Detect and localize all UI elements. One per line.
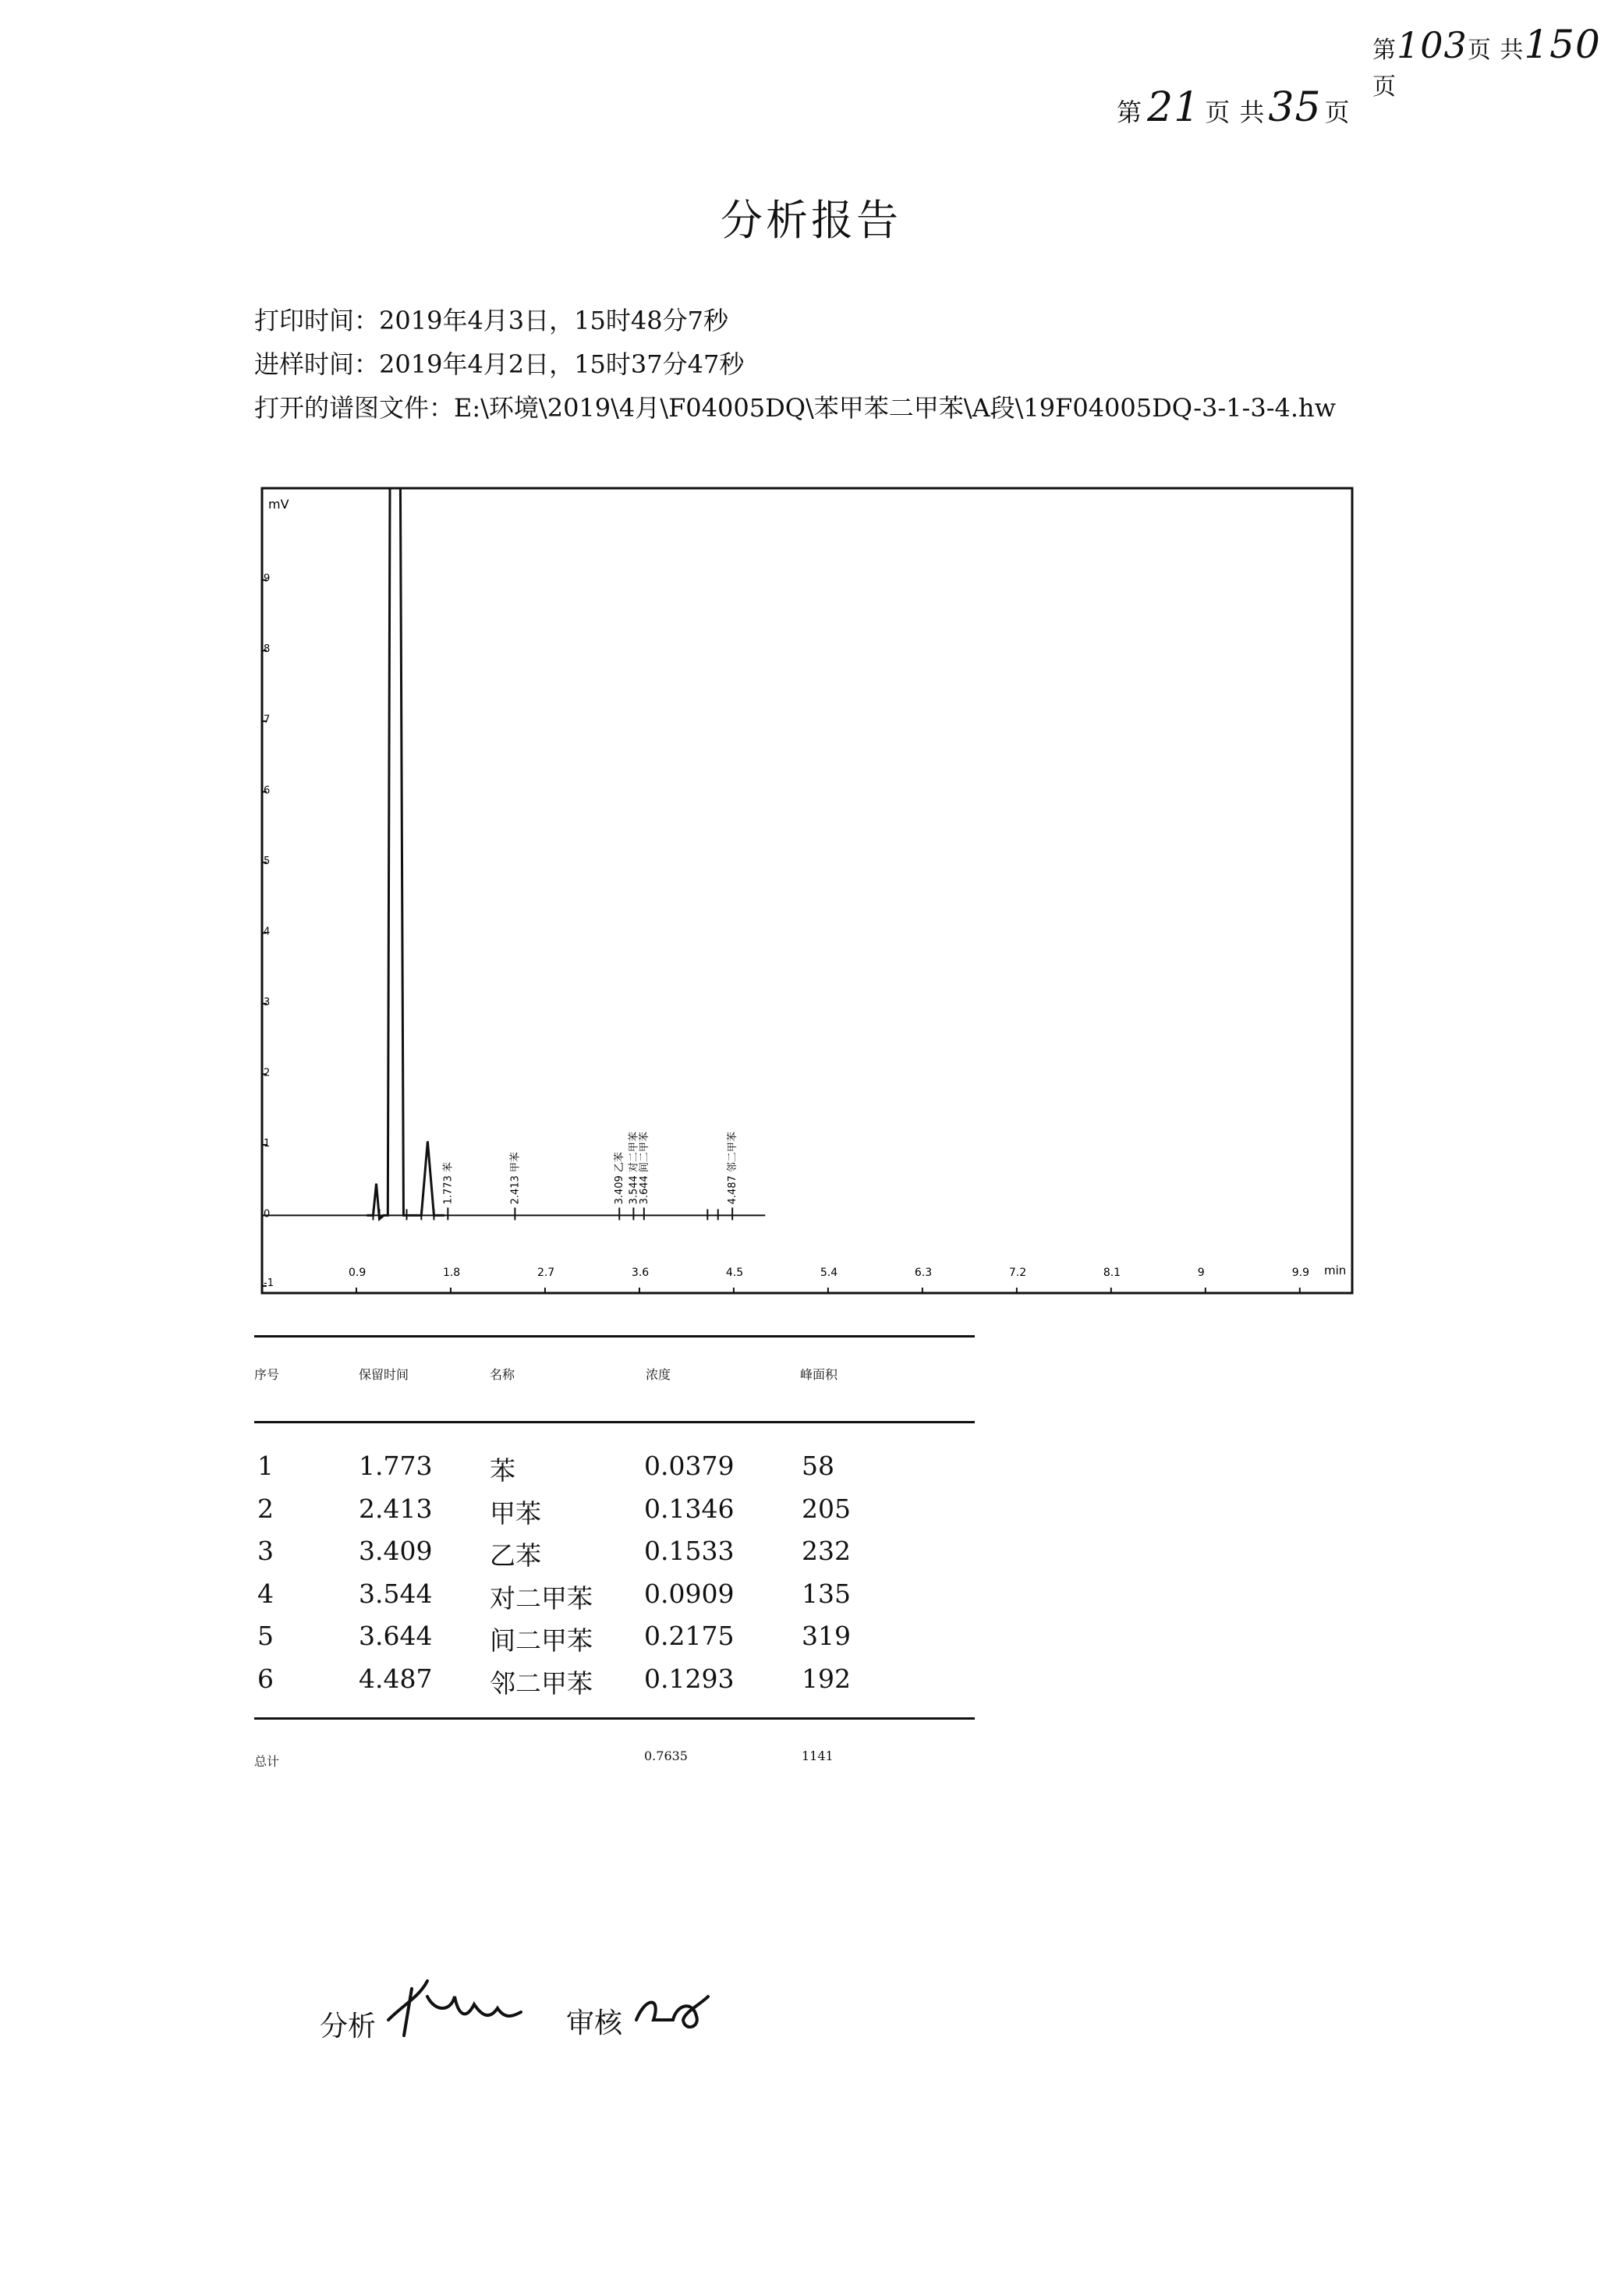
row-peak-area: 135 <box>802 1578 851 1609</box>
stamp-page-mid: 页 共 <box>1467 37 1525 64</box>
row-peak-area: 319 <box>802 1621 851 1651</box>
row-peak-area: 205 <box>802 1493 851 1524</box>
x-tick-label: 8.1 <box>1103 1267 1121 1279</box>
x-tick-label: 1.8 <box>442 1267 461 1279</box>
x-axis-label: min <box>1324 1263 1347 1277</box>
row-concentration: 0.0909 <box>644 1578 735 1609</box>
row-name: 甲苯 <box>490 1497 541 1529</box>
analyst-label: 分析 <box>320 2011 377 2043</box>
row-concentration: 0.2175 <box>644 1621 735 1651</box>
row-concentration: 0.1293 <box>644 1663 735 1694</box>
row-index: 3 <box>257 1536 274 1566</box>
x-tick-label: 6.3 <box>914 1267 933 1279</box>
stamp-page-current: 103 <box>1397 24 1468 66</box>
chromatogram-svg <box>257 484 1365 1310</box>
row-peak-area: 58 <box>802 1451 834 1481</box>
page-counter <box>1117 84 1351 131</box>
row-peak-area: 192 <box>802 1663 851 1694</box>
row-concentration: 0.1346 <box>644 1493 735 1524</box>
header-retention-time: 保留时间 <box>359 1367 409 1382</box>
peak-label: 1.773 苯 <box>442 1162 455 1205</box>
y-tick-label: 1 <box>264 1137 271 1150</box>
print-time: 打印时间：2019年4月3日，15时48分7秒 <box>254 306 728 335</box>
stamp-page-total: 150 <box>1524 22 1601 67</box>
x-tick-label: 3.6 <box>631 1267 650 1279</box>
analyst-signature <box>381 1973 537 2043</box>
file-path: 打开的谱图文件：E:\环境\2019\4月\F04005DQ\苯甲苯二甲苯\A段\19F04005DQ-3-1-3-4.hw <box>254 393 1337 423</box>
total-concentration: 0.7635 <box>644 1749 688 1763</box>
page-prefix: 第 <box>1117 97 1143 127</box>
row-index: 1 <box>257 1451 274 1481</box>
chromatogram <box>257 484 1365 1310</box>
peak-label: 3.544 对二甲苯 <box>628 1132 640 1205</box>
row-retention-time: 4.487 <box>359 1663 433 1694</box>
row-retention-time: 3.409 <box>359 1536 433 1566</box>
y-tick-label: 5 <box>264 855 271 867</box>
total-peak-area: 1141 <box>802 1749 834 1763</box>
row-name: 对二甲苯 <box>490 1582 593 1614</box>
row-retention-time: 3.544 <box>359 1578 433 1609</box>
peak-label: 3.409 乙苯 <box>614 1152 626 1205</box>
stamp-page-suffix: 页 <box>1372 73 1397 101</box>
page-title: 分析报告 <box>721 196 901 245</box>
page-mid: 页 共 <box>1205 97 1266 127</box>
row-concentration: 0.1533 <box>644 1536 735 1566</box>
results-table <box>254 1335 979 1788</box>
y-tick-label: -1 <box>264 1277 274 1289</box>
x-tick-label: 7.2 <box>1008 1267 1027 1279</box>
y-tick-label: 2 <box>264 1067 271 1079</box>
row-name: 邻二甲苯 <box>490 1667 593 1699</box>
y-tick-label: 0 <box>264 1208 271 1221</box>
y-tick-label: 7 <box>264 714 271 726</box>
x-tick-label: 9 <box>1197 1267 1205 1279</box>
page-suffix: 页 <box>1324 97 1351 127</box>
header-name: 名称 <box>490 1367 515 1382</box>
peak-label: 3.644 间二甲苯 <box>638 1132 650 1205</box>
header-peak-area: 峰面积 <box>800 1367 838 1382</box>
row-name: 乙苯 <box>490 1540 541 1571</box>
row-concentration: 0.0379 <box>644 1451 735 1481</box>
x-tick-label: 9.9 <box>1291 1267 1310 1279</box>
table-top-rule <box>254 1335 975 1338</box>
y-tick-label: 3 <box>264 996 271 1008</box>
row-index: 4 <box>257 1578 274 1609</box>
row-name: 间二甲苯 <box>490 1625 593 1656</box>
row-index: 6 <box>257 1663 274 1694</box>
row-retention-time: 2.413 <box>359 1493 433 1524</box>
table-header-rule <box>254 1421 975 1423</box>
page-total: 35 <box>1268 84 1322 131</box>
row-index: 5 <box>257 1621 274 1651</box>
reviewer-label: 审核 <box>566 2007 623 2039</box>
x-tick-label: 5.4 <box>820 1267 838 1279</box>
y-tick-label: 9 <box>264 572 271 585</box>
signal-trace <box>367 488 444 1219</box>
table-bottom-rule <box>254 1717 975 1720</box>
x-tick-label: 4.5 <box>725 1267 744 1279</box>
page-current: 21 <box>1147 84 1201 131</box>
row-retention-time: 3.644 <box>359 1621 433 1651</box>
y-tick-label: 4 <box>264 926 271 938</box>
y-tick-label: 6 <box>264 785 271 797</box>
x-tick-label: 0.9 <box>348 1267 367 1279</box>
peak-label: 4.487 邻二甲苯 <box>727 1132 739 1205</box>
reviewer-signature <box>630 1981 724 2043</box>
stamp-page-counter <box>1372 22 1622 101</box>
row-peak-area: 232 <box>802 1536 851 1566</box>
header-index: 序号 <box>254 1367 280 1382</box>
row-index: 2 <box>257 1493 274 1524</box>
y-axis-label: mV <box>268 497 289 512</box>
row-retention-time: 1.773 <box>359 1451 433 1481</box>
row-name: 苯 <box>490 1455 515 1486</box>
header-concentration: 浓度 <box>646 1367 671 1382</box>
inject-time: 进样时间：2019年4月2日，15时37分47秒 <box>254 349 745 379</box>
x-tick-label: 2.7 <box>537 1267 555 1279</box>
y-tick-label: 8 <box>264 643 271 656</box>
peak-label: 2.413 甲苯 <box>509 1152 522 1205</box>
total-label: 总计 <box>254 1754 280 1769</box>
stamp-page-prefix: 第 <box>1372 37 1397 64</box>
